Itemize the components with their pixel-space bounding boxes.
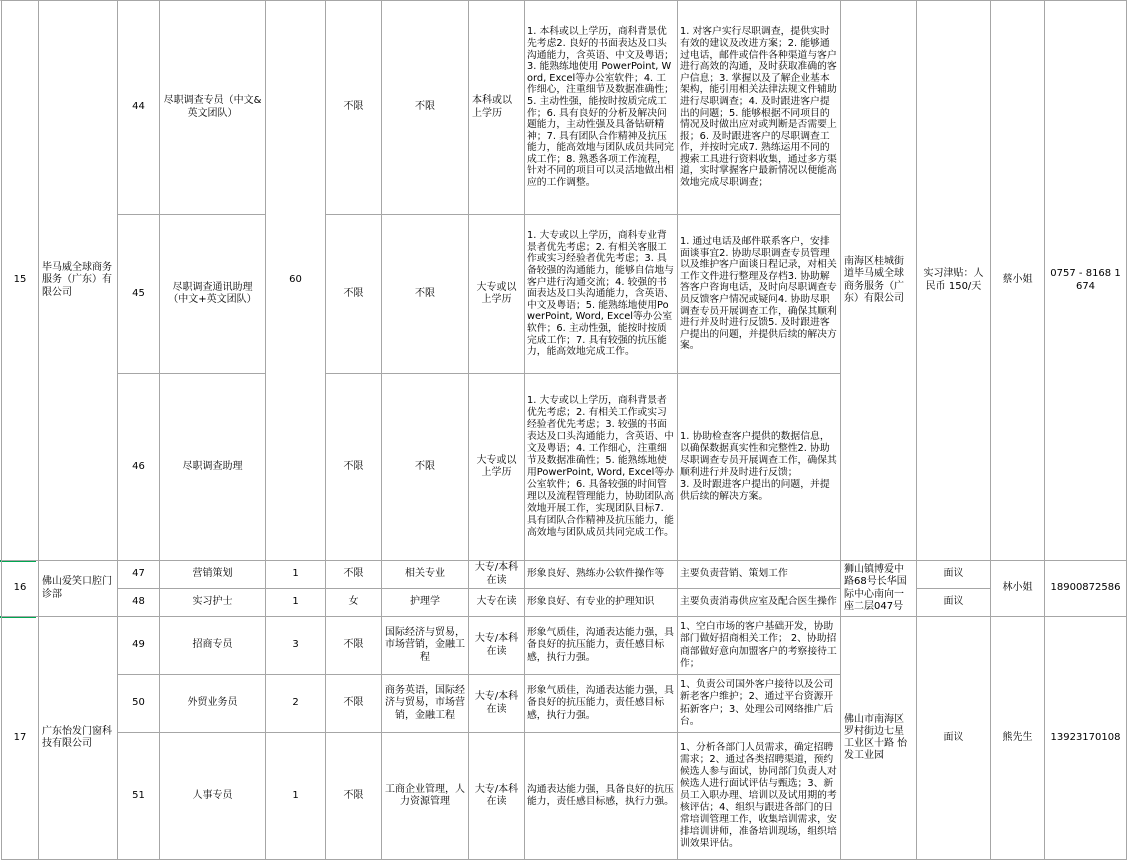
major: 护理学 [382,589,469,617]
contact-person: 熊先生 [991,617,1045,860]
major: 商务英语，国际经济与贸易，市场营销，金融工程 [382,675,469,733]
position-title: 尽职调查通讯助理（中文+英文团队） [160,215,266,374]
gender: 不限 [326,561,382,589]
major: 不限 [382,374,469,561]
headcount: 1 [266,733,326,860]
contact-person: 蔡小姐 [991,1,1045,561]
duties: 主要负责营销、策划工作 [678,561,841,589]
education: 大专/本科在读 [469,617,525,675]
positions-table [1,0,1127,860]
position-title: 人事专员 [160,733,266,860]
position-id: 47 [118,561,160,589]
company-no: 16 [2,561,39,617]
headcount: 1 [266,589,326,617]
requirements: 1. 本科或以上学历，商科背景优先考虑2. 良好的书面表达及口头沟通能力，含英语、中文及粤语；3. 能熟练地使用 PowerPoint, Word, Excel等办公室软件；4. 工作细心，注重细节及数据准确性；5. 主动性强，能按时按质完成工作；6. 具有良好的分析及解决问题能力，主动性强及具备钻研精神；7. 具有团队合作精神及抗压能力，能高效地与团队成员共同完成工作；8. 熟悉各项工作流程，针对不同的项目可以灵活地做出相应的工作调整。 [525,1,678,215]
position-id: 46 [118,374,160,561]
work-address: 佛山市南海区罗村街边七星工业区十路 怡发工业园 [841,617,917,860]
table-row [2,1,1127,215]
salary: 面议 [917,589,991,617]
education: 大专/本科在读 [469,561,525,589]
duties: 1. 通过电话及邮件联系客户，安排面谈事宜2. 协助尽职调查专员管理以及维护客户面谈日程记录，对相关工作文件进行整理及存档3. 协助解答客户咨询电话，及时向尽职调查专员反馈客户情况或疑问4. 协助尽职调查专员开展调查工作，确保其顺利进行并及时进行反馈5. 及时跟进客户提出的问题，并提供后续的解决方案。 [678,215,841,374]
table-row [2,617,1127,675]
requirements: 1. 大专或以上学历，商科专业背景者优先考虑；2. 有相关客服工作或实习经验者优先考虑；3. 具备较强的沟通能力，能够自信地与客户进行沟通交流；4. 较强的书面表达及口头沟通能力，含英语、中文及粤语；5. 能熟练地使用PowerPoint, Word, Excel等办公室软件；6. 主动性强，能按时按质完成工作；7. 具有较强的抗压能力，能高效地完成工作。 [525,215,678,374]
table-row [2,589,1127,617]
position-id: 50 [118,675,160,733]
contact-phone: 0757 - 8168 1674 [1045,1,1127,561]
company-no: 17 [2,617,39,860]
gender: 不限 [326,733,382,860]
requirements: 形象良好、熟练办公软件操作等 [525,561,678,589]
education: 大专在读 [469,589,525,617]
gender: 不限 [326,1,382,215]
position-title: 招商专员 [160,617,266,675]
major: 工商企业管理，人力资源管理 [382,733,469,860]
salary: 面议 [917,561,991,589]
education: 大专/本科在读 [469,733,525,860]
work-address: 南海区桂城街道毕马威全球商务服务（广东）有限公司 [841,1,917,561]
gender: 不限 [326,617,382,675]
duties: 1、负责公司国外客户接待以及公司新老客户维护；2、通过平台资源开拓新客户；3、处理公司网络推广后台。 [678,675,841,733]
contact-phone: 18900872586 [1045,561,1127,617]
work-address: 狮山镇博爱中路68号长华国际中心南向一座二层047号 [841,561,917,617]
requirements: 形象良好、有专业的护理知识 [525,589,678,617]
major: 不限 [382,1,469,215]
position-title: 尽职调查助理 [160,374,266,561]
duties: 1. 对客户实行尽职调查，提供实时有效的建议及改进方案；2. 能够通过电话，邮件或信件各种渠道与客户进行高效的沟通，及时获取准确的客户信息；3. 掌握以及了解企业基本架构，能引用相关法律法规文件辅助进行尽职调查；4. 及时跟进客户提出的问题；5. 能够根据不同项目的情况及时做出应对或判断是否需要上报；6. 及时跟进客户的尽职调查工作，并按时完成7. 熟练运用不同的搜索工具进行资料收集，通过多方渠道，实时掌握客户最新情况以便能高效地完成尽职调查； [678,1,841,215]
education: 本科或以上学历 [469,1,525,215]
gender: 不限 [326,215,382,374]
major: 国际经济与贸易，市场营销，金融工程 [382,617,469,675]
company-no: 15 [2,1,39,561]
gender: 女 [326,589,382,617]
duties: 主要负责消毒供应室及配合医生操作 [678,589,841,617]
salary: 实习津贴：人民币 150/天 [917,1,991,561]
duties: 1. 协助检查客户提供的数据信息，以确保数据真实性和完整性2. 协助尽职调查专员开展调查工作，确保其顺利进行并及时进行反馈； 3. 及时跟进客户提出的问题，并提供后续的解决方案。 [678,374,841,561]
company-name: 毕马威全球商务服务（广东）有限公司 [39,1,118,561]
position-id: 48 [118,589,160,617]
company-name: 广东怡发门窗科技有限公司 [39,617,118,860]
position-id: 45 [118,215,160,374]
contact-phone: 13923170108 [1045,617,1127,860]
position-title: 尽职调查专员（中文&英文团队） [160,1,266,215]
company-name: 佛山爱笑口腔门诊部 [39,561,118,617]
gender: 不限 [326,374,382,561]
salary: 面议 [917,617,991,860]
requirements: 形象气质佳，沟通表达能力强，具备良好的抗压能力，责任感目标感，执行力强。 [525,675,678,733]
position-title: 实习护士 [160,589,266,617]
position-title: 营销策划 [160,561,266,589]
education: 大专或以上学历 [469,215,525,374]
education: 大专或以上学历 [469,374,525,561]
education: 大专/本科在读 [469,675,525,733]
table-row [2,561,1127,589]
requirements: 沟通表达能力强，具备良好的抗压能力，责任感目标感，执行力强。 [525,733,678,860]
headcount: 3 [266,617,326,675]
requirements: 形象气质佳，沟通表达能力强，具备良好的抗压能力，责任感目标感，执行力强。 [525,617,678,675]
duties: 1、空白市场的客户基础开发，协助部门做好招商相关工作； 2、协助招商部做好意向加盟客户的考察接待工作； [678,617,841,675]
duties: 1、分析各部门人员需求，确定招聘需求；2、通过各类招聘渠道，预约候选人参与面试，协同部门负责人对候选人进行面试评估与甄选；3、新员工入职办理、培训以及试用期的考核评估；4、组织与跟进各部门的日常培训管理工作，收集培训需求，安排培训讲师，准备培训现场，组织培训效果评估。 [678,733,841,860]
headcount: 1 [266,561,326,589]
position-id: 44 [118,1,160,215]
gender: 不限 [326,675,382,733]
major: 不限 [382,215,469,374]
requirements: 1. 大专或以上学历，商科背景者优先考虑；2. 有相关工作或实习经验者优先考虑；3. 较强的书面表达及口头沟通能力，含英语、中文及粤语；4. 工作细心，注重细节及数据准确性；5. 能熟练地使用PowerPoint, Word, Excel等办公室软件；6. 具备较强的时间管理以及流程管理能力，协助团队高效地开展工作，实现团队目标7. 具有团队合作精神及抗压能力，能高效地与团队成员共同完成工作。 [525,374,678,561]
headcount: 2 [266,675,326,733]
position-id: 49 [118,617,160,675]
major: 相关专业 [382,561,469,589]
headcount: 60 [266,1,326,561]
position-title: 外贸业务员 [160,675,266,733]
contact-person: 林小姐 [991,561,1045,617]
position-id: 51 [118,733,160,860]
